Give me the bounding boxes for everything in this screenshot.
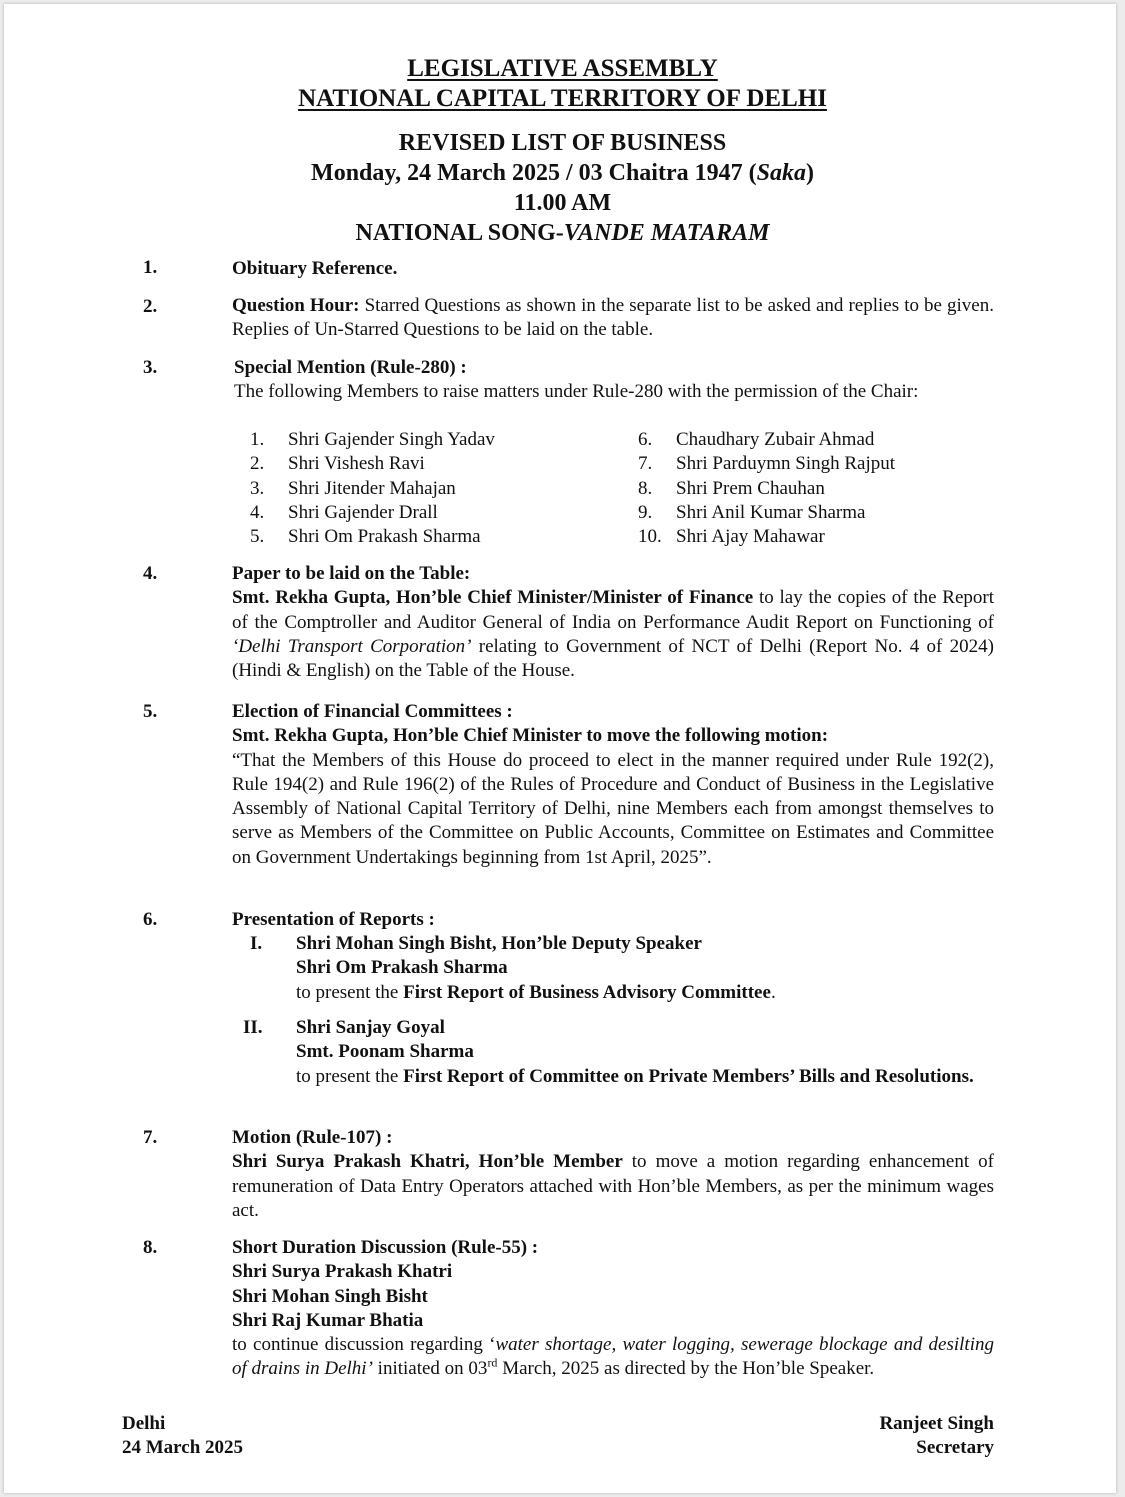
item-4-number: 4. (143, 563, 158, 584)
item-1-number: 1. (143, 257, 158, 278)
item-7-mover: Shri Surya Prakash Khatri, Hon’ble Member (232, 1151, 623, 1173)
heading-line-1: LEGISLATIVE ASSEMBLY (407, 55, 718, 82)
list-item: 5. Shri Om Prakash Sharma (250, 526, 481, 548)
list-item: 6. Chaudhary Zubair Ahmad (638, 429, 875, 450)
item-8-name-1: Shri Surya Prakash Khatri (232, 1261, 453, 1283)
item-4-title: Paper to be laid on the Table: (232, 563, 471, 584)
item-3-number: 3. (143, 357, 158, 378)
item-5-mover: Smt. Rekha Gupta, Hon’ble Chief Minister to move the following motion: (232, 725, 829, 747)
item-2-number: 2. (143, 296, 158, 317)
item-1-title: Obituary Reference. (232, 258, 398, 279)
footer-place: Delhi (122, 1413, 166, 1434)
item-3-text: The following Members to raise matters under Rule-280 with the permission of the Chair: (234, 381, 919, 403)
item-5-number: 5. (143, 701, 158, 722)
members-list-left (250, 428, 495, 549)
item-5-body (232, 700, 994, 870)
item-8-body: Short Duration Discussion (Rule-55) : Shri Surya Prakash Khatri Shri Mohan Singh Bisht Shri Raj Kumar Bhatia to continue discussion regarding ‘water shortage, water logging, sewerage blockage and desilting of drains in Delhi’ initiated on 03rd March, 2025 as directed by the Hon’ble Speaker. (232, 1237, 994, 1380)
assembly-heading (0, 54, 1125, 114)
item-8-name-3: Shri Raj Kumar Bhatia (232, 1309, 424, 1331)
list-item: 2. Shri Vishesh Ravi (250, 453, 425, 475)
item-8-number: 8. (143, 1237, 158, 1258)
report-1-numeral: I. (250, 933, 263, 954)
footer-signatory (879, 1412, 994, 1461)
footer-place-date (122, 1412, 243, 1461)
item-2-body: Question Hour: Starred Questions as shown in the separate list to be asked and replies to be given. Replies of Un-Starred Questions to be laid on the table. (232, 295, 994, 341)
sitting-date: Monday, 24 March 2025 / 03 Chaitra 1947 (Saka) (311, 160, 814, 186)
list-item: 1. Shri Gajender Singh Yadav (250, 429, 495, 450)
item-2-title: Question Hour: (232, 295, 360, 316)
item-4-mover: Smt. Rekha Gupta, Hon’ble Chief Minister/Minister of Finance (232, 587, 754, 609)
list-item: 8. Shri Prem Chauhan (638, 477, 825, 499)
item-8-title: Short Duration Discussion (Rule-55) : (232, 1237, 539, 1258)
item-6-title: Presentation of Reports : (232, 909, 435, 930)
item-3-body (234, 356, 994, 405)
signatory-designation: Secretary (916, 1437, 994, 1459)
list-item: 4. Shri Gajender Drall (250, 501, 438, 523)
members-list-right (638, 428, 895, 549)
report-2-body: Shri Sanjay Goyal Smt. Poonam Sharma to present the First Report of Committee on Private Members’ Bills and Resolutions. (296, 1017, 974, 1087)
item-6-number: 6. (143, 909, 158, 930)
item-8-name-2: Shri Mohan Singh Bisht (232, 1285, 428, 1307)
list-item: 7. Shri Parduymn Singh Rajput (638, 453, 896, 475)
report-2-numeral: II. (243, 1017, 263, 1038)
list-title: REVISED LIST OF BUSINESS (398, 130, 727, 156)
item-5-motion-text: “That the Members of this House do proceed to elect in the manner required under Rule 192(2), Rule 194(2) and Rule 196(2) of the Rules of Procedure and Conduct of Business in the Legislative Assembly of National Capital Territory of Delhi, nine Members each from amongst themselves to serve as Members of the Committee on Public Accounts, Committee on Estimates and Committee on Government Undertakings beginning from 1st April, 2025”. (232, 749, 994, 868)
list-item: 10. Shri Ajay Mahawar (638, 526, 825, 548)
footer-date: 24 March 2025 (122, 1437, 244, 1459)
item-3-title: Special Mention (Rule-280) : (234, 357, 467, 378)
item-4-body: Paper to be laid on the Table: Smt. Rekha Gupta, Hon’ble Chief Minister/Minister of Finance to lay the copies of the Report of the Comptroller and Auditor General of India on Performance Audit Report on Functioning of ‘Delhi Transport Corporation’ relating to Government of NCT of Delhi (Report No. 4 of 2024) (Hindi & English) on the Table of the House. (232, 563, 994, 682)
list-item: 9. Shri Anil Kumar Sharma (638, 501, 866, 523)
item-7-title: Motion (Rule-107) : (232, 1127, 393, 1148)
heading-line-2: NATIONAL CAPITAL TERRITORY OF DELHI (298, 85, 827, 112)
sitting-time: 11.00 AM (513, 190, 612, 216)
business-heading (0, 128, 1125, 248)
signatory-name: Ranjeet Singh (879, 1413, 994, 1434)
item-7-number: 7. (143, 1127, 158, 1148)
item-7-body: Motion (Rule-107) : Shri Surya Prakash Khatri, Hon’ble Member to move a motion regarding enhancement of remuneration of Data Entry Operators attached with Hon’ble Members, as per the minimum wages act. (232, 1127, 994, 1221)
list-item: 3. Shri Jitender Mahajan (250, 477, 456, 499)
item-5-title: Election of Financial Committees : (232, 701, 513, 722)
national-song: NATIONAL SONG-VANDE MATARAM (355, 220, 770, 246)
report-1-body: Shri Mohan Singh Bisht, Hon’ble Deputy Speaker Shri Om Prakash Sharma to present the First Report of Business Advisory Committee. (296, 933, 776, 1003)
